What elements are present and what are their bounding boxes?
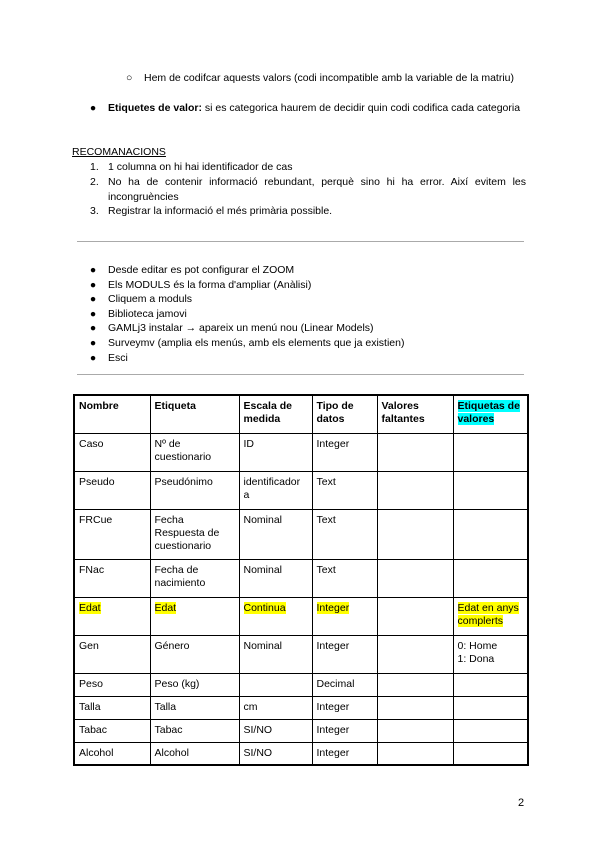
cell-text: 0: Home 1: Dona xyxy=(457,639,498,665)
table-cell xyxy=(239,509,312,559)
table-cell xyxy=(239,742,312,765)
cell-text: ID xyxy=(243,437,254,450)
recommendation-number: 3. xyxy=(90,205,99,217)
table-cell xyxy=(312,597,377,635)
cell-text: Integer xyxy=(316,437,350,450)
table-cell xyxy=(377,559,453,597)
table-cell xyxy=(150,559,239,597)
recommendation-item: No ha de contenir informació rebundant, perquè sino hi ha error. Així evitem les incongruències xyxy=(108,176,526,203)
table-cell xyxy=(312,433,377,471)
table-header-cell xyxy=(377,395,453,433)
value-labels-bullet xyxy=(108,101,526,116)
table-cell xyxy=(453,509,528,559)
tip-item: Cliquem a moduls xyxy=(108,293,193,306)
table-cell xyxy=(150,635,239,673)
bullet-marker: ● xyxy=(89,307,97,320)
cell-text: FNac xyxy=(79,563,105,576)
bullet-marker: ● xyxy=(89,264,97,276)
table-cell xyxy=(312,559,377,597)
tip-item: Surveymv (amplia els menús, amb els elements que ja existien) xyxy=(108,337,405,349)
cell-text: Nombre xyxy=(79,400,119,412)
table-row xyxy=(74,673,528,696)
bullet-marker: ● xyxy=(89,278,97,291)
table-cell xyxy=(453,559,528,597)
cell-text: Pseudónimo xyxy=(154,475,213,488)
bullet-marker: ● xyxy=(89,102,97,114)
table-cell xyxy=(377,742,453,765)
table-header-cell xyxy=(453,395,528,433)
tip-item: Biblioteca jamovi xyxy=(108,307,187,320)
tip-item: GAMLj3 instalar → apareix un menú nou (Linear Models) xyxy=(108,322,374,335)
table-cell xyxy=(150,433,239,471)
table-row xyxy=(74,559,528,597)
cell-text: Nominal xyxy=(243,563,283,576)
cell-text: SI/NO xyxy=(243,746,273,759)
cell-text: Edat en anys complerts xyxy=(457,601,519,627)
table-cell xyxy=(150,742,239,765)
tip-item: Esci xyxy=(108,351,128,364)
table-row xyxy=(74,471,528,509)
cell-text: Género xyxy=(154,639,190,652)
table-cell xyxy=(74,635,150,673)
cell-text: Gen xyxy=(79,639,99,652)
table-cell xyxy=(239,597,312,635)
recommendations-heading: RECOMANACIONS xyxy=(72,146,166,158)
bullet-marker: ● xyxy=(89,351,97,364)
table-cell xyxy=(453,597,528,635)
cell-text: Escala de medida xyxy=(243,400,292,425)
table-cell xyxy=(74,433,150,471)
table-cell xyxy=(312,471,377,509)
tip-item: Desde editar es pot configurar el ZOOM xyxy=(108,264,295,276)
table-cell xyxy=(312,635,377,673)
table-cell xyxy=(74,742,150,765)
cell-text: Alcohol xyxy=(154,746,189,759)
table-row xyxy=(74,635,528,673)
table-row xyxy=(74,742,528,765)
table-cell xyxy=(377,597,453,635)
cell-text: Nominal xyxy=(243,513,283,526)
cell-text: identificador a xyxy=(243,475,301,501)
page-number: 2 xyxy=(518,797,525,809)
cell-text: SI/NO xyxy=(243,723,273,736)
cell-text: Continua xyxy=(243,601,286,614)
table-cell xyxy=(150,673,239,696)
cell-text: Etiquetas de valores xyxy=(457,400,520,425)
cell-text: Integer xyxy=(316,601,350,614)
cell-text: Valores faltantes xyxy=(381,400,425,425)
cell-text: Integer xyxy=(316,723,350,736)
cell-text: Fecha Respuesta de cuestionario xyxy=(154,513,220,552)
cell-text: Text xyxy=(316,563,336,576)
table-cell xyxy=(453,471,528,509)
table-cell xyxy=(239,673,312,696)
divider xyxy=(77,374,524,375)
table-cell xyxy=(239,719,312,742)
table-cell xyxy=(150,719,239,742)
sub-bullet-marker: ○ xyxy=(126,72,133,84)
table-cell xyxy=(453,696,528,719)
cell-text: Nominal xyxy=(243,639,283,652)
table-header-cell xyxy=(74,395,150,433)
cell-text: Nº de cuestionario xyxy=(154,437,212,463)
table-header-cell xyxy=(312,395,377,433)
table-cell xyxy=(312,673,377,696)
value-labels-text: si es categorica haurem de decidir quin codi codifica cada categoria xyxy=(201,102,521,114)
cell-text: Tabac xyxy=(154,723,183,736)
table-cell xyxy=(377,471,453,509)
variables-table xyxy=(73,394,529,766)
table-cell xyxy=(453,635,528,673)
table-cell xyxy=(239,696,312,719)
cell-text: Edat xyxy=(154,601,177,614)
table-cell xyxy=(239,559,312,597)
recommendation-number: 1. xyxy=(90,161,99,173)
table-cell xyxy=(312,696,377,719)
table-cell xyxy=(377,509,453,559)
cell-text: Caso xyxy=(79,437,104,450)
table-cell xyxy=(74,471,150,509)
table-row xyxy=(74,509,528,559)
table-row xyxy=(74,433,528,471)
cell-text: Integer xyxy=(316,746,350,759)
value-labels-term: Etiquetes de valor: xyxy=(108,102,202,114)
table-row xyxy=(74,597,528,635)
table-cell xyxy=(453,673,528,696)
table-cell xyxy=(453,433,528,471)
table-cell xyxy=(377,673,453,696)
table-cell xyxy=(74,673,150,696)
sub-bullet-text: Hem de codifcar aquests valors (codi incompatible amb la variable de la matriu) xyxy=(144,72,515,84)
cell-text: Fecha de nacimiento xyxy=(154,563,206,589)
cell-text: Text xyxy=(316,513,336,526)
table-cell xyxy=(312,719,377,742)
bullet-marker: ● xyxy=(89,322,97,335)
cell-text: Tipo de datos xyxy=(316,400,354,425)
cell-text: Peso xyxy=(79,677,103,690)
cell-text: Pseudo xyxy=(79,475,115,488)
table-cell xyxy=(74,719,150,742)
table-cell xyxy=(453,719,528,742)
cell-text: Peso (kg) xyxy=(154,677,200,690)
cell-text: Talla xyxy=(154,700,177,713)
cell-text: Alcohol xyxy=(79,746,114,759)
table-header-cell xyxy=(150,395,239,433)
table-cell xyxy=(312,742,377,765)
table-cell xyxy=(239,471,312,509)
table-cell xyxy=(74,559,150,597)
table-row xyxy=(74,696,528,719)
table-cell xyxy=(377,433,453,471)
recommendation-item: 1 columna on hi hai identificador de cas xyxy=(108,161,293,173)
table-cell xyxy=(239,433,312,471)
table-cell xyxy=(74,509,150,559)
table-cell xyxy=(150,471,239,509)
table-row xyxy=(74,719,528,742)
cell-text: Etiqueta xyxy=(154,400,196,412)
table-cell xyxy=(377,635,453,673)
recommendation-item: Registrar la informació el més primària possible. xyxy=(108,205,333,217)
cell-text: Talla xyxy=(79,700,101,713)
table-cell xyxy=(377,719,453,742)
bullet-marker: ● xyxy=(89,293,97,306)
cell-text: Decimal xyxy=(316,677,355,690)
table-cell xyxy=(312,509,377,559)
cell-text: Tabac xyxy=(79,723,108,736)
cell-text: Integer xyxy=(316,639,350,652)
divider xyxy=(77,241,524,242)
cell-text: FRCue xyxy=(79,513,113,526)
table-cell xyxy=(74,597,150,635)
table-cell xyxy=(377,696,453,719)
table-cell xyxy=(453,742,528,765)
recommendation-number: 2. xyxy=(90,176,99,188)
table-cell xyxy=(74,696,150,719)
table-header-cell xyxy=(239,395,312,433)
table-cell xyxy=(150,509,239,559)
cell-text: Edat xyxy=(79,601,101,614)
table-cell xyxy=(150,597,239,635)
table-header-row xyxy=(74,395,528,433)
cell-text: Text xyxy=(316,475,336,488)
tip-item: Els MODULS és la forma d'ampliar (Anàlisi) xyxy=(108,278,312,291)
cell-text: Integer xyxy=(316,700,350,713)
bullet-marker: ● xyxy=(89,337,97,349)
table-cell xyxy=(150,696,239,719)
cell-text: cm xyxy=(243,700,258,713)
table-cell xyxy=(239,635,312,673)
